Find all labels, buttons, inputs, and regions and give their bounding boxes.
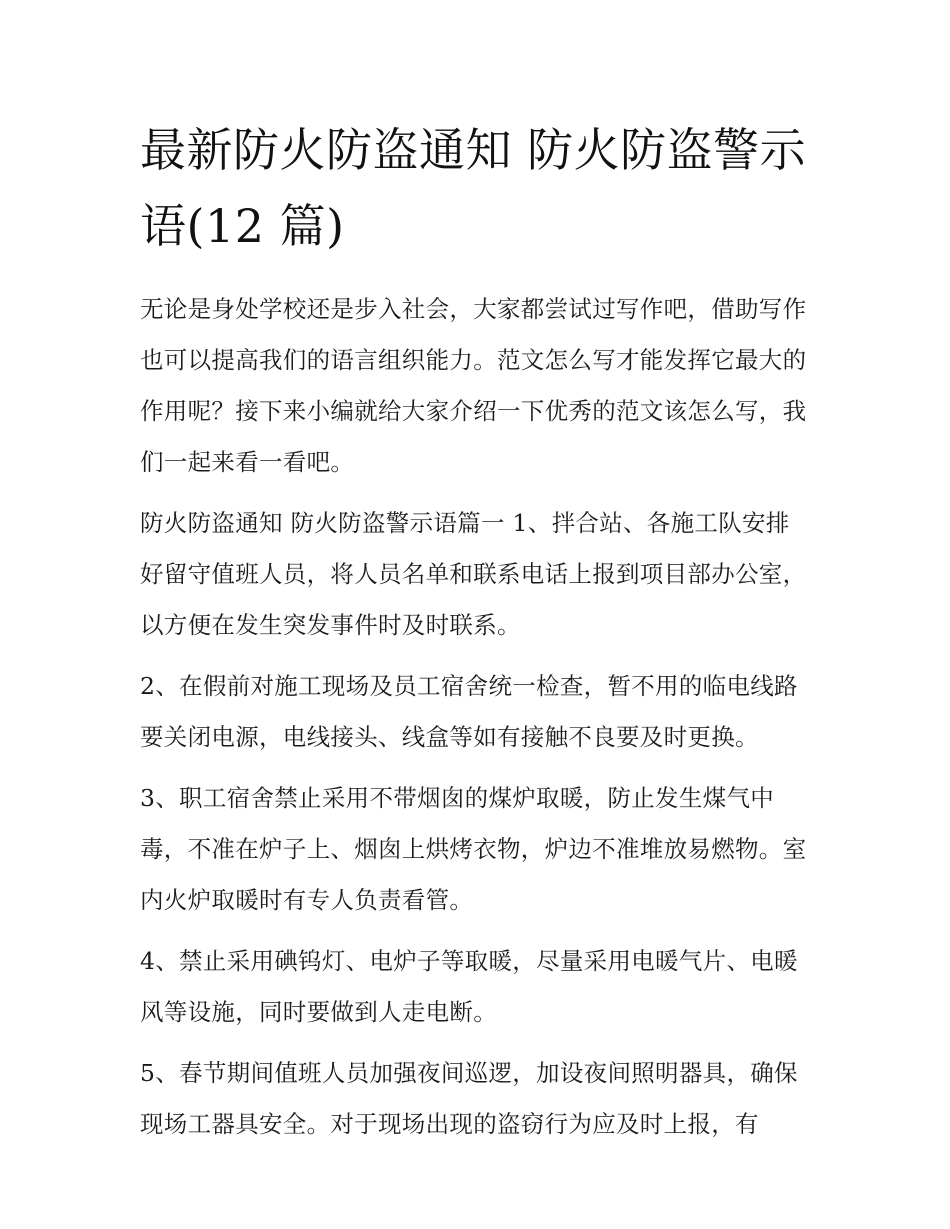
- notice-paragraph-5: 5、春节期间值班人员加强夜间巡逻，加设夜间照明器具，确保现场工器具安全。对于现场出现的盗窃行为应及时上报，有: [140, 1059, 798, 1138]
- document-title: 最新防火防盗通知 防火防盗警示语(12 篇): [140, 123, 807, 253]
- notice-paragraph-1: 防火防盗通知 防火防盗警示语篇一 1、拌合站、各施工队安排好留守值班人员，将人员名单和联系电话上报到项目部办公室，以方便在发生突发事件时及时联系。: [140, 509, 807, 639]
- document-page: [140, 112, 812, 1150]
- intro-paragraph: 无论是身处学校还是步入社会，大家都尝试过写作吧，借助写作也可以提高我们的语言组织能力。范文怎么写才能发挥它最大的作用呢？接下来小编就给大家介绍一下优秀的范文该怎么写，我们一起来看一看吧。: [140, 295, 807, 476]
- notice-paragraph-2: 2、在假前对施工现场及员工宿舍统一检查，暂不用的临电线路要关闭电源，电线接头、线盒等如有接触不良要及时更换。: [140, 672, 798, 751]
- notice-paragraph-4: 4、禁止采用碘钨灯、电炉子等取暖，尽量采用电暖气片、电暖风等设施，同时要做到人走电断。: [140, 947, 798, 1026]
- notice-paragraph-3: 3、职工宿舍禁止采用不带烟囱的煤炉取暖，防止发生煤气中毒，不准在炉子上、烟囱上烘烤衣物，炉边不准堆放易燃物。室内火炉取暖时有专人负责看管。: [140, 784, 807, 914]
